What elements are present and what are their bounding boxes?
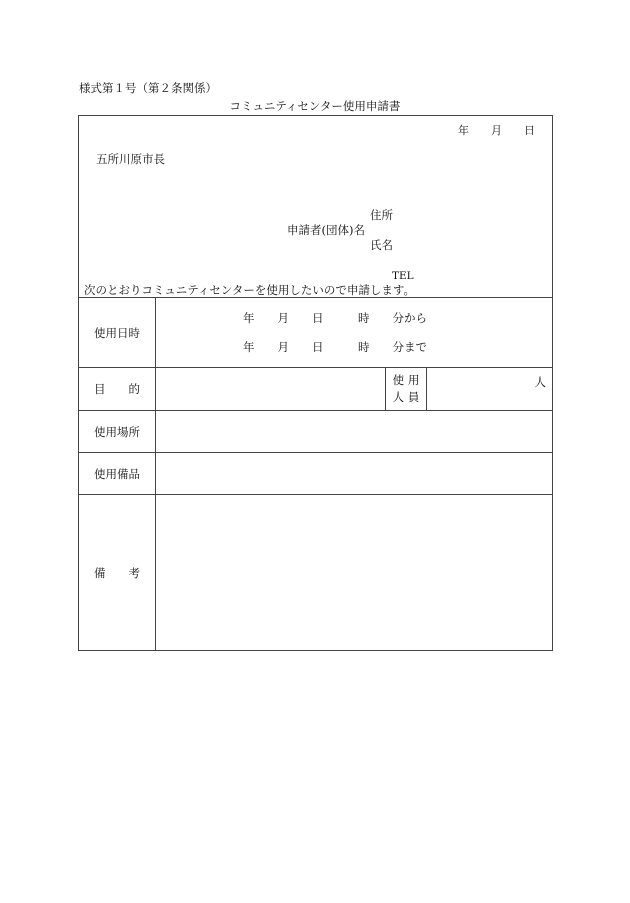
attendees-field[interactable] bbox=[427, 368, 553, 411]
remarks-field[interactable] bbox=[156, 495, 553, 651]
usage-datetime-label: 使用日時 bbox=[79, 298, 156, 368]
equipment-label: 使用備品 bbox=[79, 453, 156, 495]
usage-end-datetime: 年 月 日 時 分まで bbox=[243, 340, 427, 354]
name-label: 氏名 bbox=[370, 238, 393, 252]
purpose-label: 目 的 bbox=[79, 368, 156, 411]
address-label: 住所 bbox=[370, 208, 393, 222]
attendees-label-line1: 使 用 bbox=[392, 373, 420, 387]
application-statement: 次のとおりコミュニティセンターを使用したいので申請します。 bbox=[84, 283, 415, 297]
attendees-unit: 人 bbox=[534, 375, 546, 389]
remarks-label: 備 考 bbox=[79, 495, 156, 651]
attendees-label bbox=[386, 368, 427, 411]
application-date: 年 月 日 bbox=[458, 124, 535, 137]
applicant-name-label: 申請者(団体)名 bbox=[287, 223, 365, 237]
place-label: 使用場所 bbox=[79, 411, 156, 453]
attendees-label-line2: 人 員 bbox=[392, 390, 420, 404]
document-title: コミュニティセンター使用申請書 bbox=[229, 99, 401, 113]
purpose-field[interactable] bbox=[156, 368, 386, 411]
usage-datetime-field[interactable] bbox=[156, 298, 553, 368]
addressee: 五所川原市長 bbox=[96, 152, 165, 166]
place-field[interactable] bbox=[156, 411, 553, 453]
applicant-info-section bbox=[79, 116, 553, 298]
tel-label: TEL bbox=[392, 270, 414, 282]
application-form-table bbox=[78, 115, 553, 651]
equipment-field[interactable] bbox=[156, 453, 553, 495]
usage-start-datetime: 年 月 日 時 分から bbox=[243, 311, 427, 325]
form-number: 様式第１号（第２条関係） bbox=[79, 81, 217, 95]
